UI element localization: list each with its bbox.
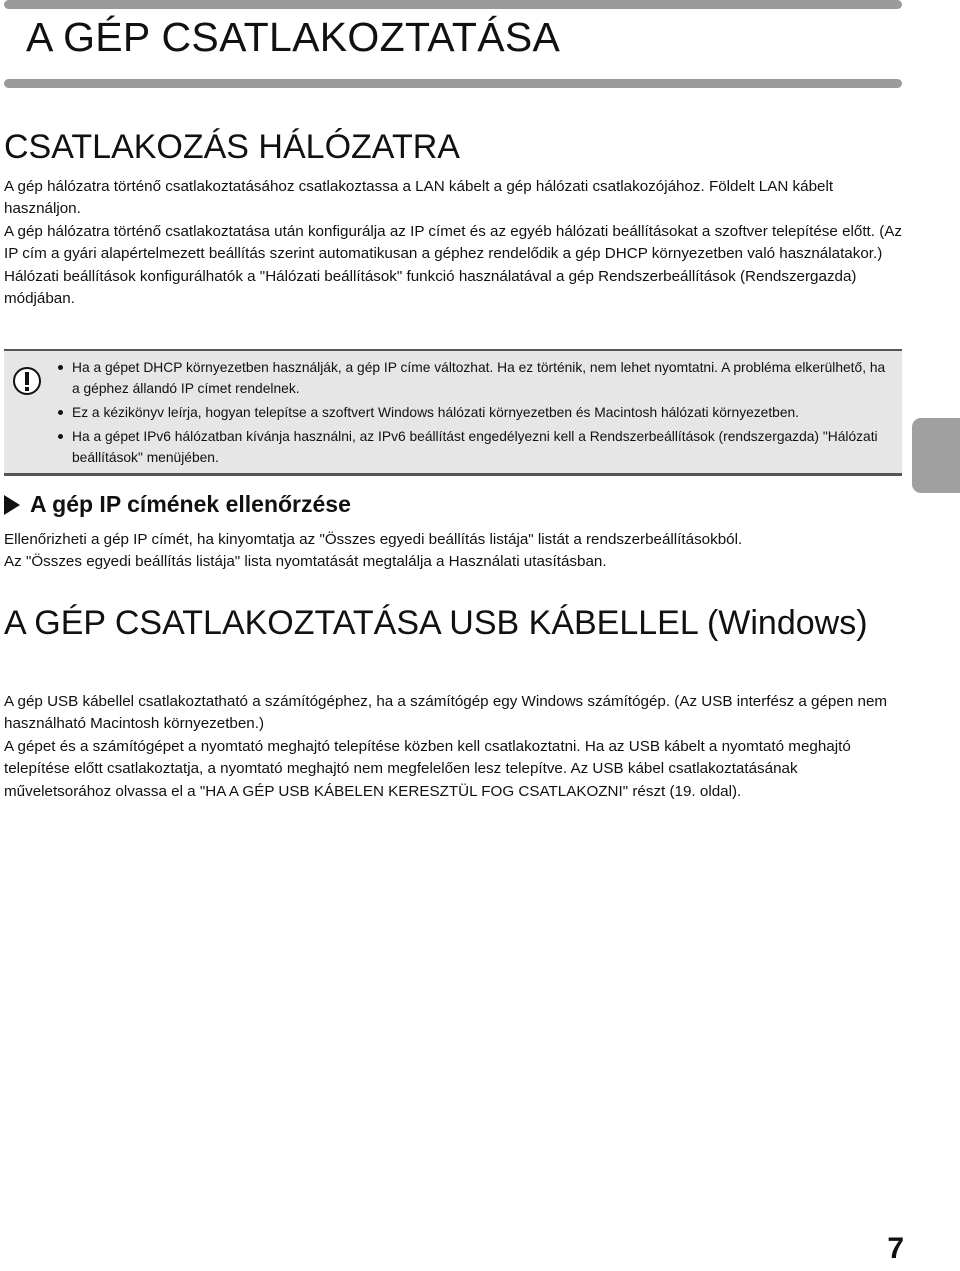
note-item: Ha a gépet IPv6 hálózatban kívánja használni, az IPv6 beállítást engedélyezni kell a Rendszerbeállítások (rendszergazda) "Hálózati beállítások" menüjében. <box>54 426 894 468</box>
usb-body: A gép USB kábellel csatlakoztatható a számítógéphez, ha a számítógép egy Windows számítógép. (Az USB interfész a gépen nem használható Macintosh környezetben.) A gépet és a számítógépet a nyomtató meghajtó telepítése közben kell csatlakoztatni. Ha az USB kábelt a nyomtató meghajtó telepítése előtt csatlakoztatja, a nyomtató meghajtó nem megfelelően lesz telepítve. Az USB kábel csatlakoztatásának műveletsorához olvassa el a "HA A GÉP USB KÁBELEN KERESZTÜL FOG CSATLAKOZNI" részt (19. oldal). <box>4 693 888 800</box>
note-item: Ha a gépet DHCP környezetben használják, a gép IP címe változhat. Ha ez történik, nem lehet nyomtatni. A probléma elkerülhető, ha a géphez állandó IP címet rendelnek. <box>54 357 894 399</box>
note-box <box>4 349 902 476</box>
page-number: 7 <box>887 1232 904 1265</box>
ip-body: Ellenőrizheti a gép IP címét, ha kinyomtatja az "Összes egyedi beállítás listája" listát a rendszerbeállításokból. Az "Összes egyedi beállítás listája" lista nyomtatását megtalálja a Használati utasításban. <box>4 531 743 571</box>
header-rule-top <box>4 0 902 9</box>
header-rule-bottom <box>4 79 902 88</box>
exclamation-icon <box>10 365 44 397</box>
section-title-usb: A GÉP CSATLAKOZTATÁSA USB KÁBELLEL (Windows) <box>4 604 868 642</box>
note-list <box>54 357 894 471</box>
network-body: A gép hálózatra történő csatlakoztatásához csatlakoztassa a LAN kábelt a gép hálózati csatlakozójához. Földelt LAN kábelt használjon. A gép hálózatra történő csatlakoztatása után konfigurálja az IP címet és az egyéb hálózati beállításokat a szoftver telepítése előtt. (Az IP cím a gyári alapértelmezett beállítás szerint automatikusan a géphez rendelődik a gép DHCP környezetben való használatakor.) Hálózati beállítások konfigurálhatók a "Hálózati beállítások" funkció használatával a gép Rendszerbeállítások (Rendszergazda) módjában. <box>4 178 902 308</box>
section-title-network: CSATLAKOZÁS HÁLÓZATRA <box>4 128 460 166</box>
chapter-title: A GÉP CSATLAKOZTATÁSA <box>26 14 561 60</box>
note-item: Ez a kézikönyv leírja, hogyan telepítse a szoftvert Windows hálózati környezetben és Macintosh hálózati környezetben. <box>54 402 894 423</box>
subsection-title-ip-text: A gép IP címének ellenőrzése <box>30 491 351 517</box>
chapter-side-tab <box>912 418 960 493</box>
subsection-title-ip <box>4 491 351 518</box>
play-arrow-icon <box>4 495 20 515</box>
